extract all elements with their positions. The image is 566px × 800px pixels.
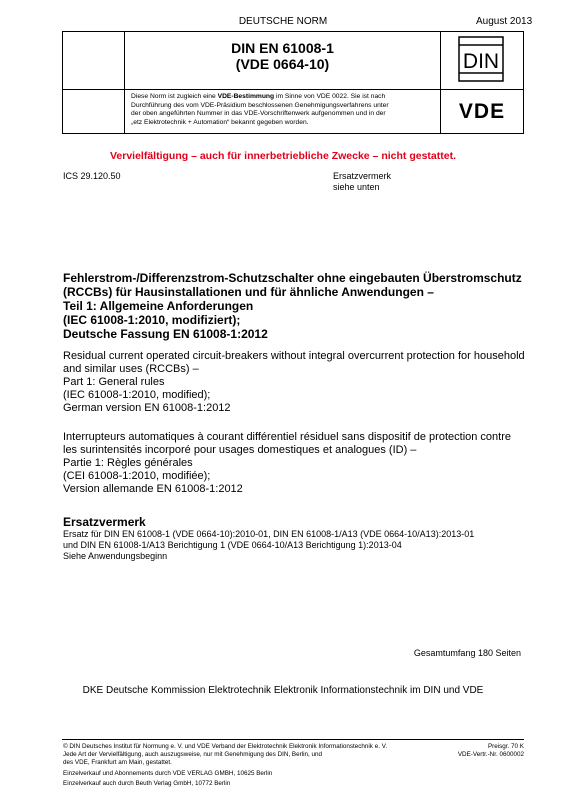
- ersatzvermerk-text: [63, 529, 533, 562]
- title-box-bottom-border: [62, 133, 524, 134]
- title-english-line: German version EN 61008-1:2012: [63, 402, 231, 414]
- ersatzvermerk-line: Ersatz für DIN EN 61008-1 (VDE 0664-10):2010-01, DIN EN 61008-1/A13 (VDE 0664-10/A13):2013-01: [63, 529, 475, 539]
- title-english: [63, 350, 533, 415]
- din-logo-text: DIN: [462, 50, 500, 73]
- title-french-line: Partie 1: Règles générales: [63, 457, 193, 469]
- sales-info: [63, 769, 483, 789]
- vde-note: [131, 93, 436, 127]
- copyright-line: © DIN Deutsches Institut für Normung e. V. und VDE Verband der Elektrotechnik Elektronik Informationstechnik e. V.: [63, 743, 388, 750]
- title-box-right-border: [523, 31, 524, 134]
- title-box-left-border: [62, 31, 63, 134]
- title-french-line: Version allemande EN 61008-1:2012: [63, 483, 243, 495]
- ics-code: ICS 29.120.50: [63, 171, 121, 181]
- vde-classification: (VDE 0664-10): [235, 56, 330, 72]
- ersatzvermerk-line: Siehe Anwendungsbeginn: [63, 551, 168, 561]
- title-box-top-border: [62, 31, 524, 32]
- vde-logo-graphic: [452, 99, 512, 123]
- price-group: Preisgr. 70 K: [487, 743, 524, 750]
- din-logo: [458, 36, 504, 82]
- title-french: [63, 431, 533, 496]
- vde-logo: [452, 99, 512, 123]
- title-english-line: Part 1: General rules: [63, 376, 165, 388]
- norm-type: DEUTSCHE NORM: [238, 16, 328, 27]
- copyright-notice: [63, 743, 443, 768]
- vde-order-number: VDE-Vertr.-Nr. 0600002: [457, 751, 524, 759]
- copyright-line: Jede Art der Vervielfältigung, auch auszugsweise, nur mit Genehmigung des DIN, Berlin, und: [63, 751, 323, 759]
- price-info: [458, 743, 524, 759]
- title-english-line: (IEC 61008-1:2010, modified);: [63, 389, 211, 401]
- total-pages: Gesamtumfang 180 Seiten: [413, 648, 521, 658]
- title-german-line: Deutsche Fassung EN 61008-1:2012: [63, 327, 268, 341]
- publication-date: August 2013: [476, 16, 533, 27]
- title-german-line: Fehlerstrom-/Differenzstrom-Schutzschalter ohne eingebauten Überstromschutz: [63, 271, 522, 285]
- vde-note-line-1: [131, 93, 436, 102]
- sales-line: Einzelverkauf und Abonnements durch VDE VERLAG GMBH, 10625 Berlin: [63, 770, 273, 777]
- ersatzvermerk-line: und DIN EN 61008-1/A13 Berichtigung 1 (VDE 0664-10/A13 Berichtigung 1):2013-04: [63, 540, 402, 550]
- title-box-divider-right: [440, 31, 441, 134]
- vde-note-bold: VDE-Bestimmung: [217, 93, 275, 100]
- sales-line: Einzelverkauf auch durch Beuth Verlag GmbH, 10772 Berlin: [63, 780, 231, 787]
- title-french-line: (CEI 61008-1:2010, modifiée);: [63, 470, 211, 482]
- title-french-line: les surintensités incorporé pour usages domestiques et analogues (ID) –: [63, 444, 417, 456]
- title-french-line: Interrupteurs automatiques à courant différentiel résiduel sans dispositif de protection contre: [63, 431, 511, 443]
- title-german-line: (RCCBs) für Hausinstallationen und für ähnliche Anwendungen –: [63, 285, 434, 299]
- vde-note-text: Diese Norm ist zugleich eine: [131, 93, 218, 100]
- title-german-line: (IEC 61008-1:2010, modifiziert);: [63, 313, 241, 327]
- ersatz-reference-line: siehe unten: [333, 182, 380, 192]
- dke-committee: DKE Deutsche Kommission Elektrotechnik Elektronik Informationstechnik im DIN und VDE: [82, 685, 484, 696]
- ersatzvermerk-heading: Ersatzvermerk: [63, 515, 146, 529]
- ersatz-reference-line: Ersatzvermerk: [333, 171, 392, 181]
- title-box-middle-border: [62, 89, 524, 90]
- copyright-line: des VDE, Frankfurt am Main, gestattet.: [63, 759, 172, 767]
- ersatz-reference: [333, 171, 391, 193]
- din-logo-graphic: [458, 36, 504, 82]
- standard-number: DIN EN 61008-1: [231, 40, 334, 56]
- vde-note-line-3: der oben angeführten Nummer in das VDE-Vorschriftenwerk aufgenommen und in der: [131, 110, 386, 117]
- vde-note-line-2: Durchführung des vom VDE-Präsidium beschlossenen Genehmigungsverfahrens unter: [131, 101, 389, 109]
- title-english-line: and similar uses (RCCBs) –: [63, 363, 199, 375]
- vde-note-line-4: „etz Elektrotechnik + Automation“ bekannt gegeben worden.: [131, 118, 309, 126]
- title-german: [63, 271, 533, 341]
- title-german-line: Teil 1: Allgemeine Anforderungen: [63, 299, 254, 313]
- copy-warning: Vervielfältigung – auch für innerbetriebliche Zwecke – nicht gestattet.: [109, 150, 456, 162]
- vde-note-text: im Sinne von VDE 0022. Sie ist nach: [274, 93, 386, 100]
- title-english-line: Residual current operated circuit-breakers without integral overcurrent protection for household: [63, 350, 525, 362]
- footer-divider: [62, 739, 524, 740]
- vde-logo-text: VDE: [458, 100, 506, 123]
